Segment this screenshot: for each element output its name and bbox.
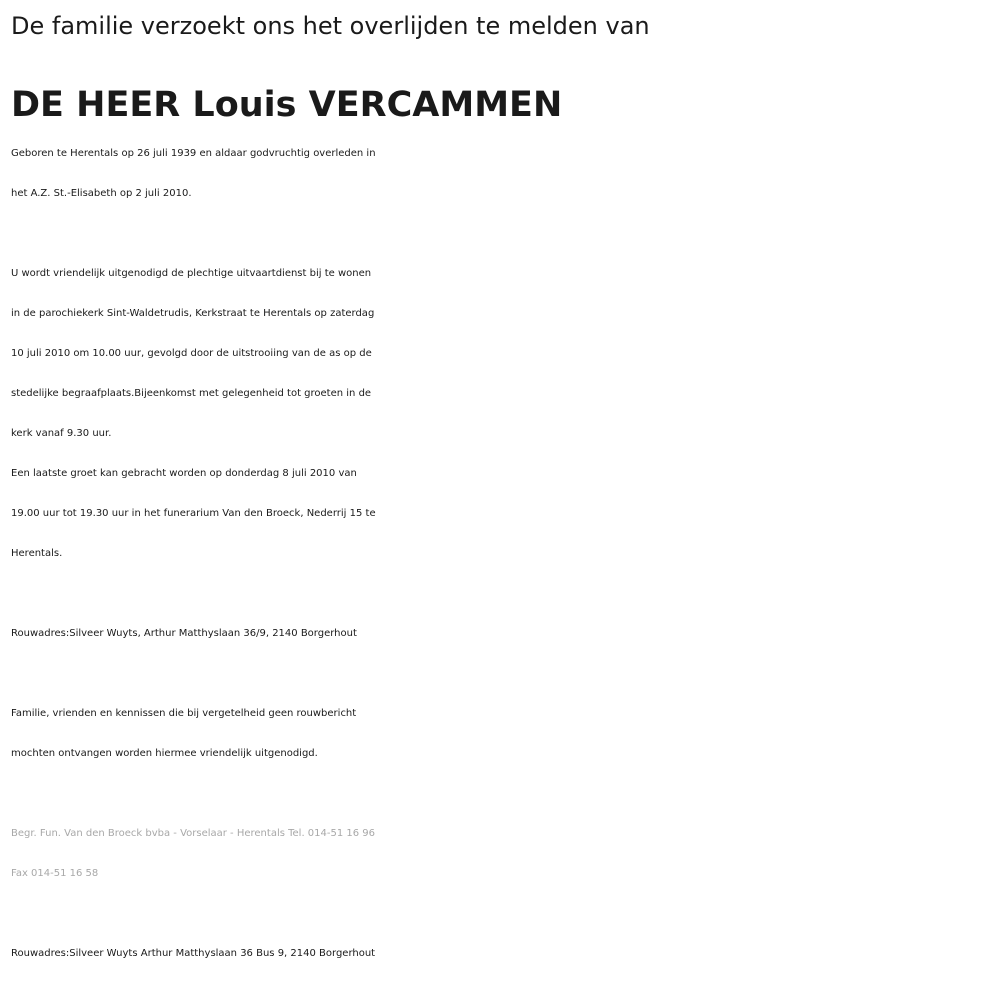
service-line: Een laatste groet kan gebracht worden op donderdag 8 juli 2010 van (11, 468, 357, 479)
service-line: 10 juli 2010 om 10.00 uur, gevolgd door de uitstrooiing van de as op de (11, 348, 372, 359)
invitation-paragraph (11, 694, 996, 774)
birth-death-paragraph (11, 134, 996, 214)
mourning-address-secondary (11, 934, 996, 974)
service-line: 19.00 uur tot 19.30 uur in het funerarium Van den Broeck, Nederrij 15 te (11, 508, 376, 519)
deceased-name: DE HEER Louis VERCAMMEN (11, 85, 563, 125)
intro-text: De familie verzoekt ons het overlijden te melden van (11, 12, 650, 40)
mourning-address (11, 614, 996, 654)
service-line: Herentals. (11, 548, 63, 559)
undertaker-line: Fax 014-51 16 58 (11, 868, 99, 879)
undertaker-line: Begr. Fun. Van den Broeck bvba - Vorselaar - Herentals Tel. 014-51 16 96 (11, 828, 376, 839)
service-line: stedelijke begraafplaats.Bijeenkomst met gelegenheid tot groeten in de (11, 388, 372, 399)
service-line: U wordt vriendelijk uitgenodigd de plechtige uitvaartdienst bij te wonen (11, 268, 372, 279)
undertaker-info (11, 814, 996, 894)
invite-line: Familie, vrienden en kennissen die bij vergetelheid geen rouwbericht (11, 708, 357, 719)
invite-line: mochten ontvangen worden hiermee vriendelijk uitgenodigd. (11, 748, 318, 759)
mourning-address-line: Rouwadres:Silveer Wuyts, Arthur Matthyslaan 36/9, 2140 Borgerhout (11, 628, 357, 639)
funeral-service-paragraph (11, 254, 996, 574)
service-line: in de parochiekerk Sint-Waldetrudis, Kerkstraat te Herentals op zaterdag (11, 308, 375, 319)
service-line: kerk vanaf 9.30 uur. (11, 428, 112, 439)
birth-line: Geboren te Herentals op 26 juli 1939 en aldaar godvruchtig overleden in (11, 148, 376, 159)
mourning-address-line: Rouwadres:Silveer Wuyts Arthur Matthyslaan 36 Bus 9, 2140 Borgerhout (11, 948, 376, 959)
birth-line: het A.Z. St.-Elisabeth op 2 juli 2010. (11, 188, 192, 199)
